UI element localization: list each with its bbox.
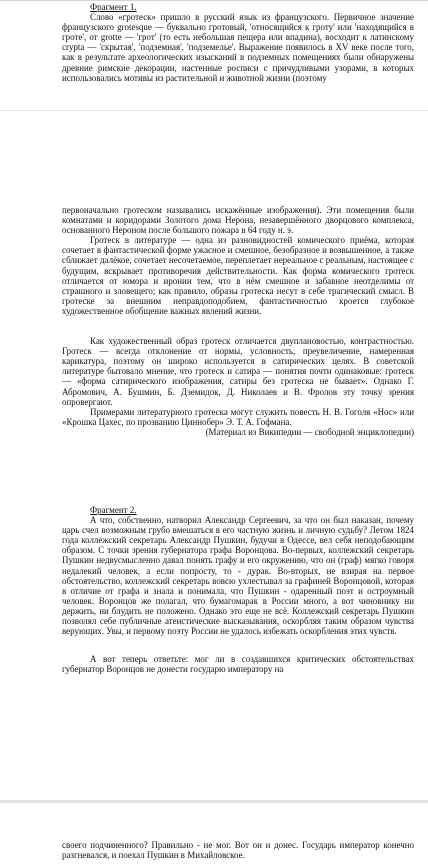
fragment-2-heading: Фрагмент 2.	[90, 505, 137, 515]
page-block-1	[0, 0, 428, 110]
fragment-1-source: (Материал из Википедии — свободной энциклопедии)	[205, 426, 414, 437]
fragment-1-heading: Фрагмент 1.	[90, 2, 137, 12]
page-block-4	[0, 840, 428, 868]
fragment-2	[62, 505, 414, 674]
fragment-1-start	[62, 2, 414, 83]
fragment-2-paragraph-1: А что, собственно, натворил Александр Сергеевич, за что он был наказан, почему царь счел возможным грубо вмешаться в его частную жизнь и личную судьбу? Летом 1824 года коллежский секретарь Александр Пушкин, будучи в Одессе, вел себя неподобающим образом. С точки зрения губернатора графа Воронцова. Во-первых, коллежский секретарь Пушкин недвусмысленно давал понять графу и его окружению, что он (граф) мягко говоря недалекий человек, а если попросту, то - дурак. Во-вторых, не взирая на первое обстоятельство, коллежский секретарь вовсю ухлестывал за графиней Воронцовой, которая в отличие от графа и знала и понимала, что Пушкин - одаренный поэт и остроумный человек. Воронцов же полагал, что бумагомарак в России много, а вот чиновнику ни держить, ни блудить не положено. Однако это еще не всё. Коллежский секретарь Пушкин позволял себе публичные атеистические высказывания, оскорбляя таким образом чувства верующих. Увы, и первому поэту России не удалось избежать оскорбления этих чувств.	[62, 515, 414, 637]
fragment-1-paragraph-2: Гротеск в литературе — одна из разновидностей комического приёма, которая сочетает в фантастической форме ужасное и смешное, безобразное и возвышенное, а также сближает далёкое, сочетает несочетаемое, переплетает нереальное с реальным, настоящее с будущим, вскрывает противоречия действительности. Как форма комического гротеск отличается от юмора и иронии тем, что в нём смешное и забавное неотделимы от страшного и зловещего; как правило, образы гротеска несут в себе трагический смысл. В гротеске за внешним неправдоподобием, фантастичностью кроется глубокое художественное обобщение важных явлений жизни.	[62, 235, 414, 316]
fragment-2-paragraph-2-continued: своего подчиненного? Правильно - не мог. Вот он и донес. Государь император конечно разгневался, и поехал Пушкин в Михайловское.	[62, 840, 414, 861]
page-gap-1	[0, 110, 428, 111]
fragment-2-continued	[62, 840, 414, 860]
page-gap-2	[0, 800, 428, 803]
fragment-2-paragraph-2: А вот теперь ответьте: мог ли в создавшихся критических обстоятельствах губернатор Воронцов не донести государю императору на	[62, 654, 414, 675]
page-block-2	[0, 205, 428, 501]
page-block-3	[0, 505, 428, 737]
fragment-1-paragraph-1: Слово «гротеск» пришло в русский язык из французского. Первичное значение французского grotesque — буквально гротовый, 'относящийся к гроту' или 'находящийся в гроте', от grotte — 'грот' (то есть небольшая пещера или впадина), восходит к латинскому crypta — 'скрытая', 'подземная', 'подземелье'. Выражение появилось в XV веке после того, как в результате археологических изысканий в подземных помещениях были обнаружены древние римские декорации, настенные росписи с причудливыми узорами, в которых использовались мотивы из растительной и животной жизни (поэтому	[62, 12, 414, 83]
fragment-1-continued	[62, 205, 414, 437]
fragment-1-paragraph-1-continued: первоначально гротеском назывались искажённые изображения). Эти помещения были комнатами и коридорами Золотого дома Нерона, незавершённого дворцового комплекса, основанного Нероном после большого пожара в 64 году н. э.	[62, 205, 414, 236]
fragment-1-paragraph-4: Примерами литературного гротеска могут служить повесть Н. В. Гоголя «Нос» или «Крошка Цахес, по прозванию Циннобер» Э. Т. А. Гофмана.	[62, 406, 414, 427]
fragment-1-paragraph-3: Как художественный образ гротеск отличается двуплановостью, контрастностью. Гротеск — всегда отклонение от нормы, условность, преувеличение, намеренная карикатура, поэтому он широко используется в сатирических целях. В советской литературе бытовало мнение, что гротеск и сатира — понятия почти одинаковые: гротеск — «форма сатирического изображения, сатиры без гротеска не бывает». Однако Г. Абромович, А. Бушмин, Б. Дземидок, Д. Николаев и В. Фролов эту точку зрения опровергают.	[62, 336, 414, 407]
